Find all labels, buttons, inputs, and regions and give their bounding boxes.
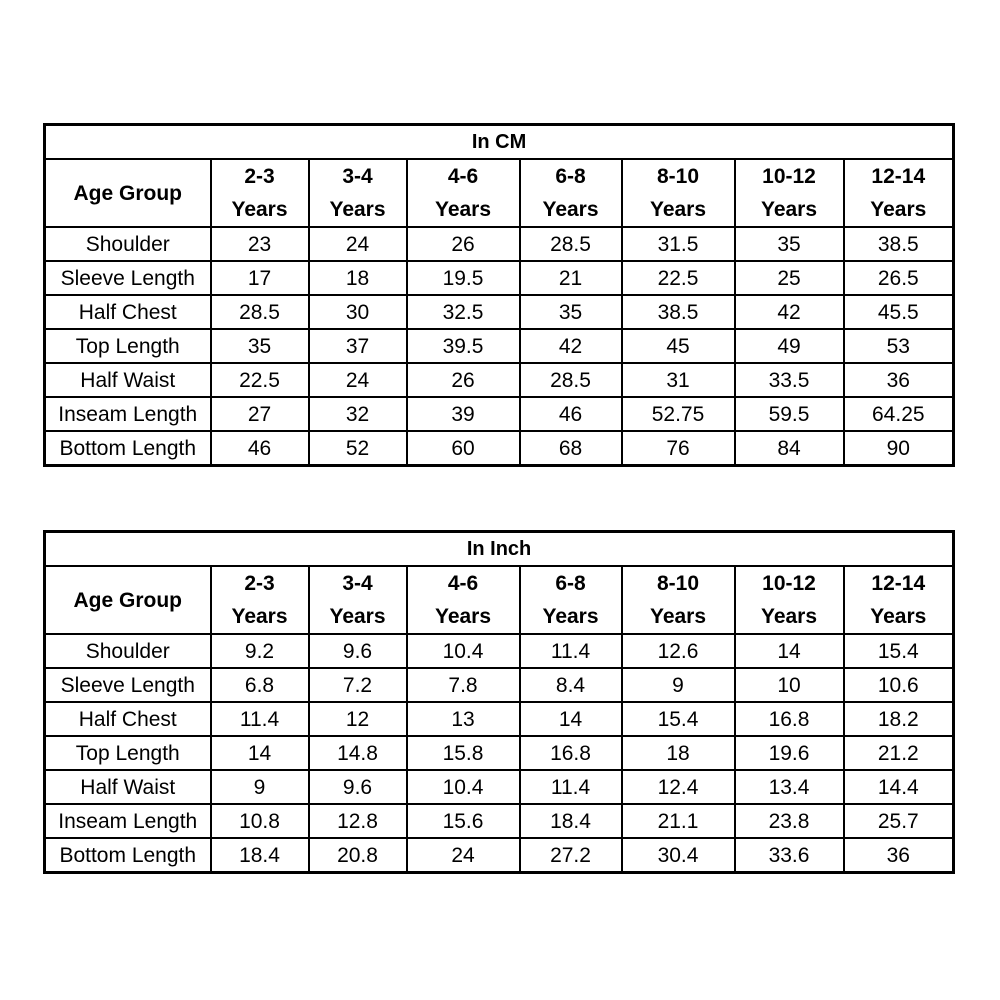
age-range-label: 12-14 <box>871 165 926 188</box>
measurement-value: 42 <box>735 295 844 329</box>
measurement-value: 60 <box>407 431 520 466</box>
measurement-value: 21.2 <box>844 736 954 770</box>
measurement-value: 20.8 <box>309 838 407 873</box>
measurement-value: 38.5 <box>844 227 954 261</box>
measurement-value: 25 <box>735 261 844 295</box>
age-unit-label: Years <box>231 198 288 221</box>
measurement-value: 7.2 <box>309 668 407 702</box>
age-column-header <box>520 566 622 634</box>
measurement-value: 25.7 <box>844 804 954 838</box>
table-body <box>45 634 954 873</box>
measurement-value: 12.8 <box>309 804 407 838</box>
measurement-value: 10.4 <box>407 634 520 668</box>
measurement-label: Inseam Length <box>45 804 211 838</box>
age-range-label: 10-12 <box>762 572 816 595</box>
measurement-value: 68 <box>520 431 622 466</box>
measurement-value: 19.5 <box>407 261 520 295</box>
table-body <box>45 227 954 466</box>
measurement-value: 14 <box>520 702 622 736</box>
table-row <box>45 397 954 431</box>
measurement-value: 13 <box>407 702 520 736</box>
table-title-row <box>45 125 954 160</box>
measurement-value: 15.4 <box>622 702 735 736</box>
age-column-header <box>844 566 954 634</box>
measurement-value: 37 <box>309 329 407 363</box>
age-unit-label: Years <box>329 198 386 221</box>
measurement-value: 10.6 <box>844 668 954 702</box>
measurement-label: Bottom Length <box>45 431 211 466</box>
measurement-value: 46 <box>520 397 622 431</box>
measurement-label: Top Length <box>45 736 211 770</box>
measurement-value: 39.5 <box>407 329 520 363</box>
measurement-value: 26 <box>407 363 520 397</box>
age-column-header <box>844 159 954 227</box>
measurement-value: 16.8 <box>735 702 844 736</box>
measurement-value: 49 <box>735 329 844 363</box>
measurement-value: 15.4 <box>844 634 954 668</box>
measurement-label: Bottom Length <box>45 838 211 873</box>
measurement-value: 9.2 <box>211 634 309 668</box>
age-unit-label: Years <box>870 198 927 221</box>
measurement-value: 17 <box>211 261 309 295</box>
measurement-value: 14 <box>211 736 309 770</box>
age-column-header <box>407 566 520 634</box>
table-title-row <box>45 532 954 567</box>
measurement-value: 33.6 <box>735 838 844 873</box>
table-row <box>45 295 954 329</box>
age-column-header <box>735 159 844 227</box>
age-range-label: 2-3 <box>244 572 275 595</box>
measurement-value: 10.4 <box>407 770 520 804</box>
measurement-value: 15.8 <box>407 736 520 770</box>
measurement-value: 32.5 <box>407 295 520 329</box>
measurement-value: 13.4 <box>735 770 844 804</box>
age-column-header <box>622 159 735 227</box>
measurement-label: Inseam Length <box>45 397 211 431</box>
measurement-value: 18.2 <box>844 702 954 736</box>
age-group-header: Age Group <box>45 159 211 227</box>
age-unit-label: Years <box>649 605 707 628</box>
measurement-value: 36 <box>844 838 954 873</box>
age-column-header <box>211 159 309 227</box>
age-range-label: 10-12 <box>762 165 816 188</box>
table-row <box>45 736 954 770</box>
measurement-value: 9.6 <box>309 770 407 804</box>
measurement-label: Half Chest <box>45 702 211 736</box>
measurement-value: 18 <box>309 261 407 295</box>
measurement-value: 76 <box>622 431 735 466</box>
measurement-value: 53 <box>844 329 954 363</box>
measurement-value: 22.5 <box>211 363 309 397</box>
measurement-value: 24 <box>309 363 407 397</box>
age-range-label: 4-6 <box>447 572 479 595</box>
age-unit-label: Years <box>870 605 927 628</box>
age-unit-label: Years <box>542 198 599 221</box>
measurement-value: 28.5 <box>211 295 309 329</box>
measurement-value: 23.8 <box>735 804 844 838</box>
age-column-header <box>309 159 407 227</box>
measurement-label: Sleeve Length <box>45 668 211 702</box>
measurement-value: 21 <box>520 261 622 295</box>
age-range-label: 3-4 <box>342 572 373 595</box>
measurement-value: 15.6 <box>407 804 520 838</box>
measurement-value: 10.8 <box>211 804 309 838</box>
measurement-value: 10 <box>735 668 844 702</box>
table-header-row <box>45 566 954 634</box>
age-unit-label: Years <box>434 198 492 221</box>
measurement-value: 18.4 <box>520 804 622 838</box>
age-column-header <box>520 159 622 227</box>
age-column-header <box>735 566 844 634</box>
measurement-value: 18.4 <box>211 838 309 873</box>
measurement-value: 30 <box>309 295 407 329</box>
measurement-value: 26 <box>407 227 520 261</box>
age-range-label: 8-10 <box>656 572 700 595</box>
measurement-value: 11.4 <box>520 634 622 668</box>
age-range-label: 12-14 <box>871 572 926 595</box>
measurement-value: 12 <box>309 702 407 736</box>
table-row <box>45 668 954 702</box>
measurement-value: 31 <box>622 363 735 397</box>
age-unit-label: Years <box>329 605 386 628</box>
age-unit-label: Years <box>434 605 492 628</box>
size-chart-inch-table <box>43 530 955 874</box>
measurement-value: 12.4 <box>622 770 735 804</box>
age-column-header <box>211 566 309 634</box>
table-title: In Inch <box>45 532 954 567</box>
age-unit-label: Years <box>760 605 818 628</box>
measurement-value: 23 <box>211 227 309 261</box>
age-range-label: 8-10 <box>656 165 700 188</box>
measurement-value: 90 <box>844 431 954 466</box>
measurement-label: Shoulder <box>45 227 211 261</box>
table-row <box>45 363 954 397</box>
measurement-value: 9.6 <box>309 634 407 668</box>
measurement-value: 24 <box>309 227 407 261</box>
measurement-value: 42 <box>520 329 622 363</box>
measurement-value: 26.5 <box>844 261 954 295</box>
age-range-label: 4-6 <box>447 165 479 188</box>
measurement-value: 12.6 <box>622 634 735 668</box>
measurement-value: 21.1 <box>622 804 735 838</box>
table-row <box>45 770 954 804</box>
measurement-value: 11.4 <box>211 702 309 736</box>
table-row <box>45 702 954 736</box>
age-unit-label: Years <box>760 198 818 221</box>
measurement-value: 45.5 <box>844 295 954 329</box>
measurement-value: 46 <box>211 431 309 466</box>
table-row <box>45 804 954 838</box>
measurement-value: 6.8 <box>211 668 309 702</box>
table-row <box>45 227 954 261</box>
measurement-value: 28.5 <box>520 363 622 397</box>
table-title: In CM <box>45 125 954 160</box>
table-header-row <box>45 159 954 227</box>
age-group-header: Age Group <box>45 566 211 634</box>
table-row <box>45 431 954 466</box>
measurement-value: 38.5 <box>622 295 735 329</box>
measurement-value: 31.5 <box>622 227 735 261</box>
age-column-header <box>622 566 735 634</box>
age-unit-label: Years <box>231 605 288 628</box>
measurement-value: 59.5 <box>735 397 844 431</box>
measurement-label: Half Waist <box>45 770 211 804</box>
measurement-value: 52.75 <box>622 397 735 431</box>
measurement-value: 8.4 <box>520 668 622 702</box>
measurement-value: 45 <box>622 329 735 363</box>
measurement-value: 16.8 <box>520 736 622 770</box>
age-column-header <box>309 566 407 634</box>
measurement-value: 52 <box>309 431 407 466</box>
measurement-value: 19.6 <box>735 736 844 770</box>
measurement-value: 35 <box>735 227 844 261</box>
measurement-value: 27 <box>211 397 309 431</box>
measurement-value: 14 <box>735 634 844 668</box>
measurement-label: Sleeve Length <box>45 261 211 295</box>
measurement-value: 11.4 <box>520 770 622 804</box>
measurement-value: 14.8 <box>309 736 407 770</box>
table-row <box>45 634 954 668</box>
age-range-label: 2-3 <box>244 165 275 188</box>
measurement-value: 33.5 <box>735 363 844 397</box>
measurement-value: 84 <box>735 431 844 466</box>
table-row <box>45 838 954 873</box>
size-chart-cm-table <box>43 123 955 467</box>
measurement-value: 24 <box>407 838 520 873</box>
age-range-label: 3-4 <box>342 165 373 188</box>
age-range-label: 6-8 <box>555 165 586 188</box>
table-row <box>45 261 954 295</box>
age-column-header <box>407 159 520 227</box>
measurement-label: Half Chest <box>45 295 211 329</box>
measurement-value: 9 <box>211 770 309 804</box>
measurement-value: 7.8 <box>407 668 520 702</box>
table-row <box>45 329 954 363</box>
measurement-value: 32 <box>309 397 407 431</box>
measurement-value: 18 <box>622 736 735 770</box>
age-range-label: 6-8 <box>555 572 586 595</box>
measurement-value: 35 <box>211 329 309 363</box>
measurement-value: 64.25 <box>844 397 954 431</box>
measurement-value: 14.4 <box>844 770 954 804</box>
measurement-label: Shoulder <box>45 634 211 668</box>
measurement-value: 39 <box>407 397 520 431</box>
measurement-value: 22.5 <box>622 261 735 295</box>
measurement-label: Top Length <box>45 329 211 363</box>
measurement-value: 9 <box>622 668 735 702</box>
measurement-value: 27.2 <box>520 838 622 873</box>
measurement-value: 36 <box>844 363 954 397</box>
measurement-value: 28.5 <box>520 227 622 261</box>
measurement-value: 35 <box>520 295 622 329</box>
measurement-label: Half Waist <box>45 363 211 397</box>
age-unit-label: Years <box>542 605 599 628</box>
measurement-value: 30.4 <box>622 838 735 873</box>
age-unit-label: Years <box>649 198 707 221</box>
